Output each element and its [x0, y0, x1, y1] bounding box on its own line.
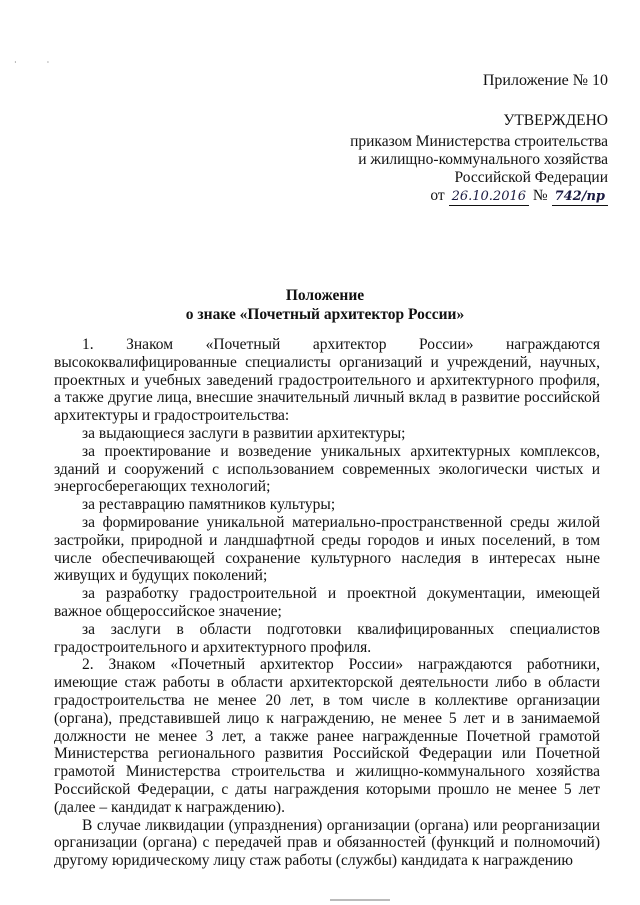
paragraph: за выдающиеся заслуги в развитии архитектуры; [82, 424, 406, 442]
paragraph: 1. Знаком «Почетный архитектор России» награждаются высококвалифицированные специалисты организаций и учреждений, научных, проектных и учебных заведений градостроительного и архитектурного профиля, а также другие лица, внесшие значительный личный вклад в развитие российской архитектуры и градостроительства: [54, 336, 600, 425]
scan-edge-mark [330, 899, 390, 901]
paragraph: В случае ликвидации (упразднения) организации (органа) или реорганизации организации (органа) с передачей прав и обязанностей (функций и полномочий) другому юридическому лицу стаж работы (службы) кандидата к награждению [54, 816, 600, 870]
paragraph: за заслуги в области подготовки квалифицированных специалистов градостроительного и архитектурного профиля. [54, 620, 600, 656]
number-prefix: № [532, 187, 548, 204]
paragraph: 2. Знаком «Почетный архитектор России» награждаются работники, имеющие стаж работы в области архитекторской деятельности либо в области градостроительства не менее 20 лет, в том числе в коллективе организации (органа), представившей лицо к награждению, не менее 5 лет и в занимаемой должности не менее 3 лет, а также ранее награжденные Почетной грамотой Министерства регионального развития Российской Федерации или Почетной грамотой Министерства строительства и жилищно-коммунального хозяйства Российской Федерации, с даты награждения которыми прошло не менее 5 лет (далее – кандидат к награждению). [54, 656, 600, 816]
handwritten-date: 26.10.2016 [449, 189, 529, 206]
approved-label: УТВЕРЖДЕНО [503, 112, 608, 129]
order-line-2: и жилищно-коммунального хозяйства [358, 151, 608, 168]
title-line-2: о знаке «Почетный архитектор России» [185, 306, 465, 323]
title-line-1: Положение [285, 287, 365, 304]
date-prefix: от [430, 187, 445, 204]
scan-specks: · · [14, 58, 64, 67]
order-line-3: Российской Федерации [454, 169, 608, 186]
approval-block [350, 112, 608, 206]
document-body [54, 336, 600, 870]
document-title [40, 286, 610, 324]
order-date-line [350, 187, 608, 206]
paragraph: за формирование уникальной материально-пространственной среды жилой застройки, природной и ландшафтной среды городов и иных поселений, в том числе обеспечивающей сохранение культурного наследия в интересах ныне живущих и будущих поколений; [54, 513, 600, 585]
order-line-1: приказом Министерства строительства [350, 133, 608, 150]
paragraph: за реставрацию памятников культуры; [82, 496, 336, 514]
paragraph: за разработку градостроительной и проектной документации, имеющей важное общероссийское значение; [54, 585, 600, 620]
paragraph: за проектирование и возведение уникальных архитектурных комплексов, зданий и сооружений с использованием современных экологически чистых и энергосберегающих технологий; [54, 442, 600, 496]
annex-number: Приложение № 10 [482, 72, 608, 89]
handwritten-number: 742/пр [552, 189, 608, 206]
